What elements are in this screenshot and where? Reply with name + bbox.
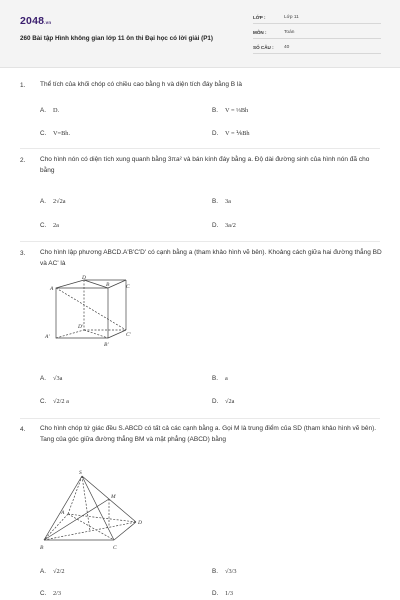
option-d[interactable]: D. √2a [212, 398, 235, 405]
question-number: 3. [20, 250, 26, 257]
label-vertex: A [61, 510, 65, 516]
option-a[interactable]: A. √3a [40, 375, 63, 382]
option-b[interactable]: B. V = ⅓Bh [212, 107, 249, 114]
label-vertex: B [40, 545, 44, 551]
option-c[interactable]: C. V=Bh. [40, 130, 71, 137]
option-d[interactable]: D. V = ⅙Bh [212, 130, 250, 137]
option-a[interactable]: A. √2/2 [40, 568, 65, 575]
cube-figure [40, 275, 131, 365]
meta-question-count [253, 43, 381, 54]
lateral-edge-sb [44, 476, 82, 540]
meta-class-value: Lớp 11 [284, 15, 299, 20]
question-number: 4. [20, 426, 26, 433]
option-a[interactable]: A. 2√2a [40, 198, 66, 205]
question-text: Cho hình lập phương ABCD.A'B'C'D' có cạnh bằng a (tham khảo hình vẽ bên). Khoảng cách giữa hai đường thẳng BD và AC' là [40, 249, 382, 267]
meta-class-label: LỚP : [253, 15, 266, 20]
divider [20, 418, 380, 419]
question-number: 1. [20, 82, 26, 89]
label-vertex: C [113, 545, 117, 551]
label-vertex: S [79, 470, 82, 476]
label-vertex: D' [78, 324, 84, 330]
option-a[interactable]: A. D. [40, 107, 60, 114]
meta-question-count-label: SỐ CÂU : [253, 45, 274, 50]
meta-subject-value: Toán [284, 30, 295, 35]
question-text: Cho hình nón có diện tích xung quanh bằng 3πa² và bán kính đáy bằng a. Độ dài đường sinh của hình nón đã cho bằng [40, 156, 370, 174]
option-c[interactable]: C. 2/3 [40, 590, 62, 597]
question-text: Cho hình chóp tứ giác đều S.ABCD có tất cả các cạnh bằng a. Gọi M là trung điểm của SD (tham khảo hình vẽ bên). Tang của góc giữa đường thẳng BM và mặt phẳng (ABCD) bằng [40, 425, 377, 443]
label-vertex: A [50, 286, 54, 292]
question-2 [20, 157, 380, 237]
label-vertex: A' [45, 334, 50, 340]
document-title: 260 Bài tập Hình không gian lớp 11 ôn thi Đại học có lời giải (P1) [20, 35, 213, 42]
divider [20, 148, 380, 149]
cube-front-face [56, 288, 108, 338]
divider [20, 241, 380, 242]
option-d[interactable]: D. 3a/2 [212, 222, 236, 229]
diagonal-bd [84, 280, 108, 288]
question-text: Thể tích của khối chóp có chiều cao bằng h và diện tích đáy bằng B là [40, 81, 242, 88]
question-4 [20, 426, 380, 598]
cube-edge [108, 280, 126, 288]
cube-hidden-edge [56, 330, 84, 338]
base-edge-ad [68, 514, 136, 522]
label-vertex: B' [104, 342, 109, 348]
label-vertex: M [111, 494, 116, 500]
meta-question-count-value: 40 [284, 45, 290, 50]
document-header [0, 0, 400, 68]
label-vertex: B [106, 282, 110, 288]
option-b[interactable]: B. √3/3 [212, 568, 237, 575]
option-c[interactable]: C. 2a [40, 222, 59, 229]
option-b[interactable]: B. a [212, 375, 228, 382]
question-1 [20, 82, 380, 144]
label-vertex: C' [126, 332, 131, 338]
base-edge-cd [114, 522, 136, 540]
diagonal-b-d [84, 330, 108, 338]
pyramid-figure [38, 470, 148, 554]
cube-edge [56, 280, 84, 288]
option-b[interactable]: B. 3a [212, 198, 231, 205]
site-logo[interactable]: 2048.vn [20, 15, 52, 27]
question-3 [20, 250, 380, 415]
option-d[interactable]: D. 1/3 [212, 590, 234, 597]
label-vertex: C [126, 284, 130, 290]
question-number: 2. [20, 157, 26, 164]
label-vertex: D [82, 275, 86, 281]
meta-subject-label: MÔN : [253, 30, 267, 35]
cube-edge [108, 330, 126, 338]
meta-subject [253, 28, 381, 39]
option-c[interactable]: C. √2/2 a [40, 398, 69, 405]
diagonal-ac [68, 514, 114, 540]
meta-class [253, 13, 381, 24]
label-vertex: D [138, 520, 142, 526]
diagonal-ac [56, 288, 126, 330]
lateral-edge-sa [68, 476, 82, 514]
